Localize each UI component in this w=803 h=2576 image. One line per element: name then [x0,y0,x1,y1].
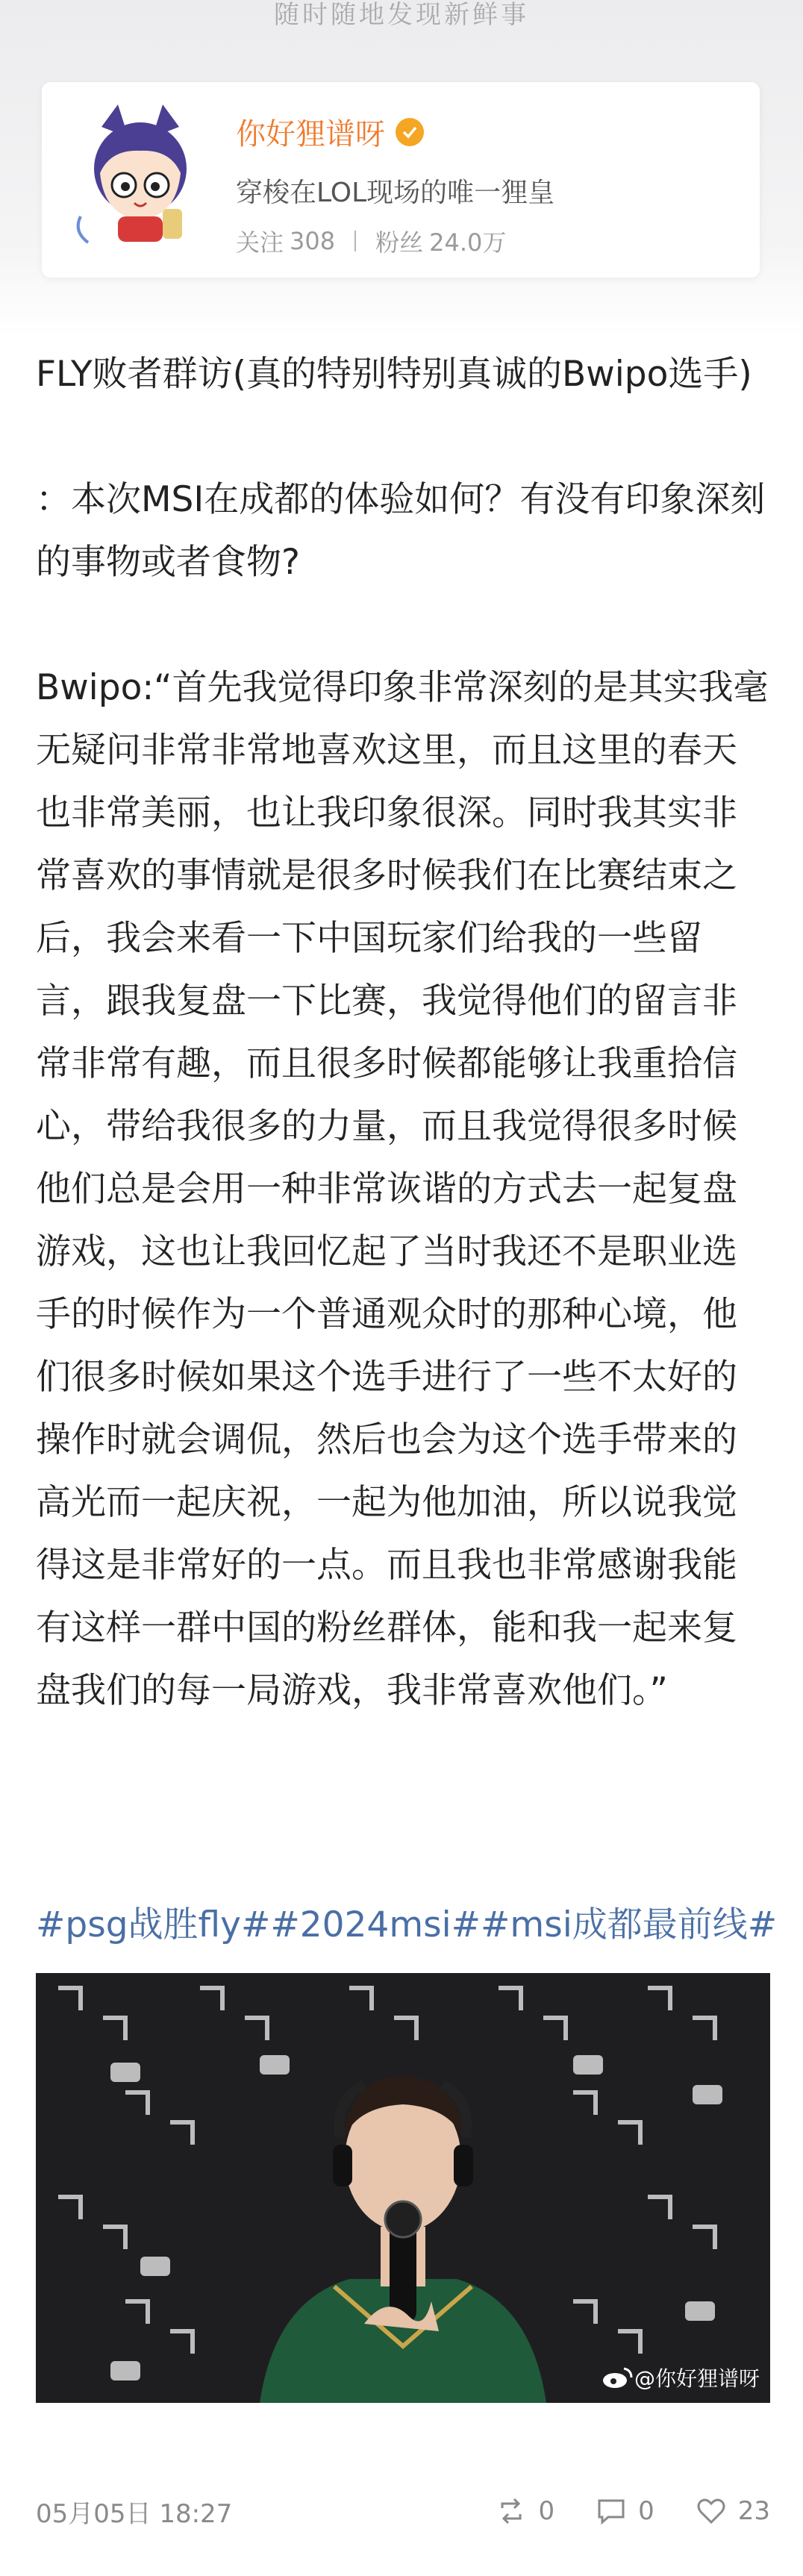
image-watermark-text: @你好狸谱呀 [634,2366,760,2391]
post-footer [36,2485,770,2537]
stats-divider [354,231,356,251]
weibo-logo-icon [602,2366,634,2389]
following-label: 关注 [236,228,284,257]
like-button[interactable] [696,2496,770,2526]
followers-count[interactable]: 24.0万 [429,228,507,257]
post-hashtags[interactable]: #psg战胜fly##2024msi##msi成都最前线# [36,1904,778,1945]
comment-count: 0 [638,2496,654,2526]
avatar[interactable] [66,104,215,254]
comment-button[interactable] [596,2496,654,2526]
username[interactable]: 你好狸谱呀 [236,117,385,151]
app-tagline: 随时随地发现新鲜事 [274,0,529,30]
profile-bio: 穿梭在LOL现场的唯一狸皇 [236,178,555,208]
heart-icon [696,2496,726,2526]
post-text: FLY败者群访(真的特别特别真诚的Bwipo选手) ：本次MSI在成都的体验如何？有没有印象深刻的事物或者食物? Bwipo:“首先我觉得印象非常深刻的是其实我毫无疑问非常非常地喜欢这里，而且这里的春天也非常美丽，也让我印象很深。同时我其实非常喜欢的事情就是很多时候我们在比赛结束之后，我会来看一下中国玩家们给我的一些留言，跟我复盘一下比赛，我觉得他们的留言非常非常有趣，而且很多时候都能够让我重拾信心，带给我很多的力量，而且我觉得很多时候他们总是会用一种非常诙谐的方式去一起复盘游戏，这也让我回忆起了当时我还不是职业选手的时候作为一个普通观众时的那种心境，他们很多时候如果这个选手进行了一些不太好的操作时就会调侃，然后也会为这个选手带来的高光而一起庆祝，一起为他加油，所以说我觉得这是非常好的一点。而且我也非常感谢我能有这样一群中国的粉丝群体，能和我一起来复盘我们的每一局游戏，我非常喜欢他们。” [36,354,769,1711]
comment-icon [596,2496,626,2526]
post-image[interactable] [36,1973,770,2403]
post-image-graphic [36,1973,770,2403]
verified-badge-icon [396,118,424,146]
repost-count: 0 [538,2496,555,2526]
post-timestamp: 05月05日 18:27 [36,2498,233,2529]
repost-icon [496,2496,526,2526]
like-count: 23 [737,2496,770,2526]
profile-card[interactable] [42,82,760,278]
image-watermark [602,2363,760,2392]
followers-label: 粉丝 [375,228,424,257]
following-count[interactable]: 308 [290,227,336,255]
repost-button[interactable] [496,2496,554,2526]
profile-stats [236,224,506,258]
